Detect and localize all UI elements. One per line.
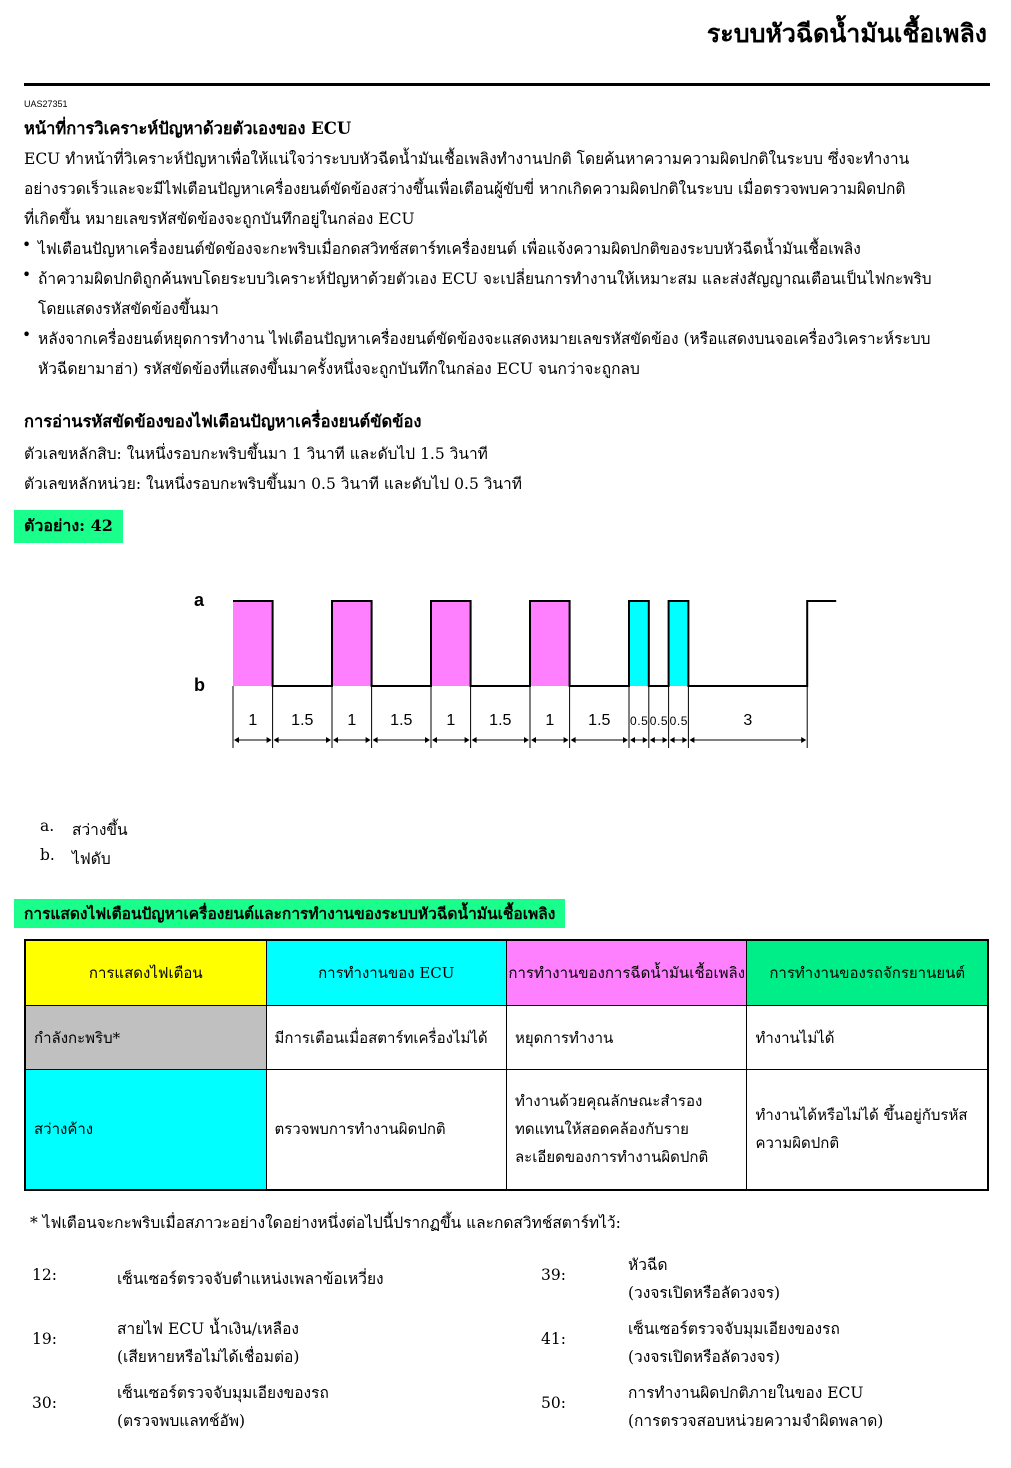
code-desc-detail: (ตรวจพบแลทช์อัพ): [117, 1412, 246, 1430]
code-number: 30:: [32, 1394, 57, 1412]
code-desc: หัวฉีด: [628, 1256, 668, 1274]
table-header: การแสดงไฟเตือน: [25, 940, 266, 1006]
table-cell: สว่างค้าง: [25, 1070, 266, 1190]
duration-label: 0.5: [649, 714, 668, 728]
legend-key: a.: [40, 817, 55, 835]
code-number: 19:: [32, 1330, 57, 1348]
table-cell: หยุดการทำงาน: [506, 1006, 746, 1070]
paragraph-line: ที่เกิดขึ้น หมายเลขรหัสขัดข้องจะถูกบันทึกอยู่ในกล่อง ECU: [24, 210, 415, 228]
table-header-row: [25, 940, 988, 1006]
label-b: b: [194, 675, 205, 695]
pulse-tens: [332, 601, 372, 686]
table-cell: ทำงานได้หรือไม่ได้ ขึ้นอยู่กับรหัสความผิดปกติ: [747, 1070, 988, 1190]
code-desc-detail: (วงจรเปิดหรือลัดวงจร): [628, 1284, 781, 1302]
table-header: การทำงานของ ECU: [266, 940, 506, 1006]
table-cell: ตรวจพบการทำงานผิดปกติ: [266, 1070, 506, 1190]
duration-label: 1.5: [588, 712, 611, 729]
bullet-item: • ไฟเตือนปัญหาเครื่องยนต์ขัดข้องจะกะพริบเมื่อกดสวิทช์สตาร์ทเครื่องยนต์ เพื่อแจ้งความผิดปกติของระบบหัวฉีดน้ำมันเชื้อเพลิง: [38, 236, 861, 261]
code-desc: เซ็นเซอร์ตรวจจับมุมเอียงของรถ: [628, 1320, 840, 1338]
legend-key: b.: [40, 846, 55, 864]
code-desc-detail: (เสียหายหรือไม่ได้เชื่อมต่อ): [117, 1348, 300, 1366]
table-cell: กำลังกะพริบ*: [25, 1006, 266, 1070]
code-desc: การทำงานผิดปกติภายในของ ECU: [628, 1384, 864, 1402]
paragraph-line: ECU ทำหน้าที่วิเคราะห์ปัญหาเพื่อให้แน่ใจว่าระบบหัวฉีดน้ำมันเชื้อเพลิงทำงานปกติ โดยค้นหาความความผิดปกติในระบบ ซึ่งจะทำงาน: [24, 150, 910, 168]
pulse-units: [669, 601, 689, 686]
code-desc: เซ็นเซอร์ตรวจจับมุมเอียงของรถ: [117, 1384, 329, 1402]
pulse-tens: [233, 601, 273, 686]
table-cell: ทำงานไม่ได้: [747, 1006, 988, 1070]
pulse-tens: [530, 601, 570, 686]
section-heading: การอ่านรหัสขัดข้องของไฟเตือนปัญหาเครื่องยนต์ขัดข้อง: [24, 412, 422, 431]
table-title: การแสดงไฟเตือนปัญหาเครื่องยนต์และการทำงานของระบบหัวฉีดน้ำมันเชื้อเพลิง: [14, 899, 565, 928]
duration-label: 0.5: [669, 714, 688, 728]
duration-label: 1.5: [390, 712, 413, 729]
doc-code: UAS27351: [24, 99, 68, 109]
table-header: การทำงานของรถจักรยานยนต์: [747, 940, 988, 1006]
paragraph-line: ตัวเลขหลักหน่วย: ในหนึ่งรอบกะพริบขึ้นมา 0.5 วินาที และดับไป 0.5 วินาที: [24, 475, 522, 493]
code-number: 12:: [32, 1266, 57, 1284]
code-number: 41:: [541, 1330, 566, 1348]
duration-label: 1: [545, 712, 555, 729]
legend-text: ไฟดับ: [72, 850, 111, 868]
bullet-item: • หลังจากเครื่องยนต์หยุดการทำงาน ไฟเตือนปัญหาเครื่องยนต์ขัดข้องจะแสดงหมายเลขรหัสขัดข้อง (หรือแสดงบนจอเครื่องวิเคราะห์ระบบ: [38, 326, 930, 351]
duration-label: 1: [347, 712, 357, 729]
duration-label: 1: [446, 712, 456, 729]
warning-table: [24, 939, 989, 1191]
legend-text: สว่างขึ้น: [72, 821, 128, 839]
duration-label: 1.5: [291, 712, 314, 729]
paragraph-line: ตัวเลขหลักสิบ: ในหนึ่งรอบกะพริบขึ้นมา 1 วินาที และดับไป 1.5 วินาที: [24, 445, 488, 463]
duration-label: 1: [248, 712, 258, 729]
label-a: a: [194, 590, 205, 610]
code-desc-detail: (การตรวจสอบหน่วยความจำผิดพลาด): [628, 1412, 884, 1430]
table-header: การทำงานของการฉีดน้ำมันเชื้อเพลิง: [506, 940, 746, 1006]
header-rule: [24, 83, 990, 86]
table-row: [25, 1006, 988, 1070]
pulse-units: [629, 601, 649, 686]
code-desc: เซ็นเซอร์ตรวจจับตำแหน่งเพลาข้อเหวี่ยง: [117, 1270, 384, 1288]
duration-label: 1.5: [489, 712, 512, 729]
table-row: [25, 1070, 988, 1190]
section-heading: หน้าที่การวิเคราะห์ปัญหาด้วยตัวเองของ ECU: [24, 119, 352, 138]
bullet-item: • ถ้าความผิดปกติถูกค้นพบโดยระบบวิเคราะห์ปัญหาด้วยตัวเอง ECU จะเปลี่ยนการทำงานให้เหมาะสม และส่งสัญญาณเตือนเป็นไฟกะพริบ: [38, 266, 932, 291]
table-cell: มีการเตือนเมื่อสตาร์ทเครื่องไม่ได้: [266, 1006, 506, 1070]
code-desc-detail: (วงจรเปิดหรือลัดวงจร): [628, 1348, 781, 1366]
code-number: 39:: [541, 1266, 566, 1284]
pulse-tens: [431, 601, 471, 686]
blink-timing-diagram: [0, 580, 1011, 760]
bullet-continuation: หัวฉีดยามาฮ่า) รหัสขัดข้องที่แสดงขึ้นมาครั้งหนึ่งจะถูกบันทึกในกล่อง ECU จนกว่าจะถูกลบ: [38, 360, 640, 378]
page-title: ระบบหัวฉีดน้ำมันเชื้อเพลิง: [706, 19, 987, 48]
example-badge: ตัวอย่าง: 42: [14, 510, 123, 543]
code-number: 50:: [541, 1394, 566, 1412]
duration-label: 0.5: [630, 714, 648, 728]
code-desc: สายไฟ ECU น้ำเงิน/เหลือง: [117, 1320, 299, 1338]
footnote: * ไฟเตือนจะกะพริบเมื่อสภาวะอย่างใดอย่างหนึ่งต่อไปนี้ปรากฏขึ้น และกดสวิทช์สตาร์ทไว้:: [30, 1214, 621, 1232]
paragraph-line: อย่างรวดเร็วและจะมีไฟเตือนปัญหาเครื่องยนต์ขัดข้องสว่างขึ้นเพื่อเตือนผู้ขับขี่ หากเกิดความผิดปกติในระบบ เมื่อตรวจพบความผิดปกติ: [24, 180, 906, 198]
duration-label: 3: [743, 712, 753, 729]
bullet-continuation: โดยแสดงรหัสขัดข้องขึ้นมา: [38, 300, 219, 318]
table-cell: ทำงานด้วยคุณลักษณะสำรองทดแทนให้สอดคล้องกับรายละเอียดของการทำงานผิดปกติ: [506, 1070, 746, 1190]
